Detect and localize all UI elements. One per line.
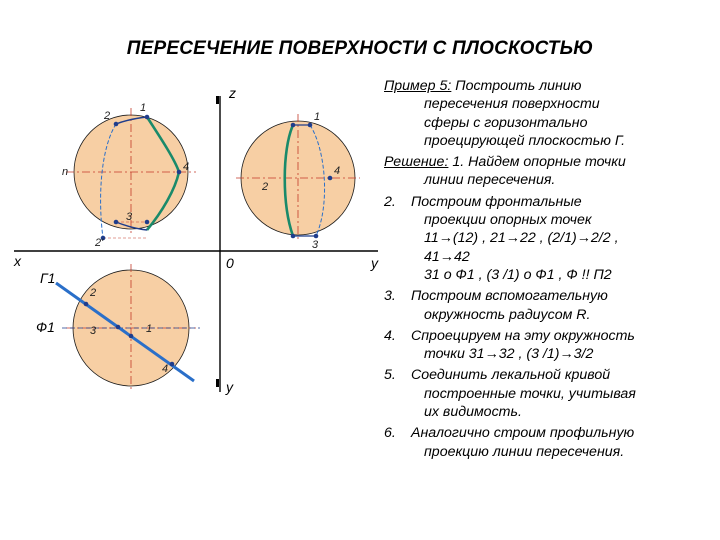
label-4-side: 4 — [334, 165, 341, 177]
point-4-side — [328, 176, 333, 181]
point-2-front — [114, 122, 119, 127]
point-2-top — [84, 302, 89, 307]
axis-label-y-right: y — [371, 255, 378, 271]
example-label: Пример 5: — [384, 78, 452, 94]
label-3-front: 3 — [126, 211, 133, 223]
point-3p-front — [114, 220, 119, 225]
label-4-top: 4 — [162, 363, 169, 375]
label-1-top: 1 — [146, 323, 153, 335]
example-line-4: проецирующей плоскостью Г. — [424, 132, 626, 149]
example-line-2: пересечения поверхности — [424, 96, 600, 113]
point-1-front — [145, 115, 150, 120]
point-2-side — [308, 123, 313, 128]
label-3-top: 3 — [90, 325, 97, 337]
label-2-top: 2 — [90, 287, 97, 299]
formula-2: 41→42 — [424, 248, 470, 265]
text-panel — [384, 77, 714, 461]
step-3: 3. Построим вспомогательную окружность радиусом R. — [384, 288, 608, 323]
label-2-side: 2 — [262, 181, 269, 193]
label-n-front: n — [62, 166, 69, 178]
point-4-front — [177, 170, 182, 175]
example-line-3: сферы с горизонтально — [424, 114, 588, 131]
page-title: ПЕРЕСЕЧЕНИЕ ПОВЕРХНОСТИ С ПЛОСКОСТЬЮ — [126, 38, 594, 59]
point-3-front — [145, 220, 150, 225]
formula-3: 31 о Ф1 , (3 /1) о Ф1 , Ф !! П2 — [424, 266, 612, 283]
solution-line-2: линии пересечения. — [424, 172, 556, 189]
label-1-front: 1 — [140, 102, 147, 114]
solution-label: Решение: — [384, 154, 449, 171]
point-4-top — [170, 362, 175, 367]
axis-label-z: z — [229, 85, 236, 101]
z-axis-marker — [216, 96, 219, 104]
label-3-side: 3 — [312, 239, 319, 251]
label-2p-front: 2' — [95, 237, 104, 249]
label-gamma: Г1 — [40, 270, 56, 286]
formula-1: 11→(12) , 21→22 , (2/1)→2/2 , — [424, 230, 619, 247]
axis-label-origin: 0 — [226, 255, 234, 271]
axis-label-y-bottom: y — [226, 379, 233, 395]
solution-block — [384, 153, 714, 190]
step-6: 6. Аналогично строим профильную проекцию линии пересечения. — [384, 425, 635, 460]
example-block — [384, 77, 714, 150]
label-4-front: 4 — [183, 161, 190, 173]
solution-line-1: 1. Найдем опорные точки — [452, 154, 626, 171]
step-2: 2. Построим фронтальные проекции опорных точек 11→(12) , 21→22 , (2/1)→2/2 , 41→42 31 о Ф1 , (3 /1) о Ф1 , Ф !! П2 — [384, 193, 714, 284]
point-3-top — [116, 325, 121, 330]
axis-label-x: x — [14, 253, 21, 269]
formula-4: точки 31→32 , (3 /1)→3/2 — [424, 346, 594, 363]
point-1-side — [291, 123, 296, 128]
label-phi: Ф1 — [36, 319, 55, 335]
point-1-top — [129, 334, 134, 339]
label-1-side: 1 — [314, 111, 321, 123]
step-5: 5. Соединить лекальной кривой построенные точки, учитывая их видимость. — [384, 367, 636, 421]
point-3p-side — [314, 234, 319, 239]
y-axis-marker — [216, 379, 219, 387]
example-line-1: Построить линию — [455, 78, 582, 94]
label-2-front: 2 — [104, 110, 111, 122]
step-4: 4. Спроецируем на эту окружность точки 31→32 , (3 /1)→3/2 — [384, 327, 714, 364]
point-3-side — [291, 234, 296, 239]
